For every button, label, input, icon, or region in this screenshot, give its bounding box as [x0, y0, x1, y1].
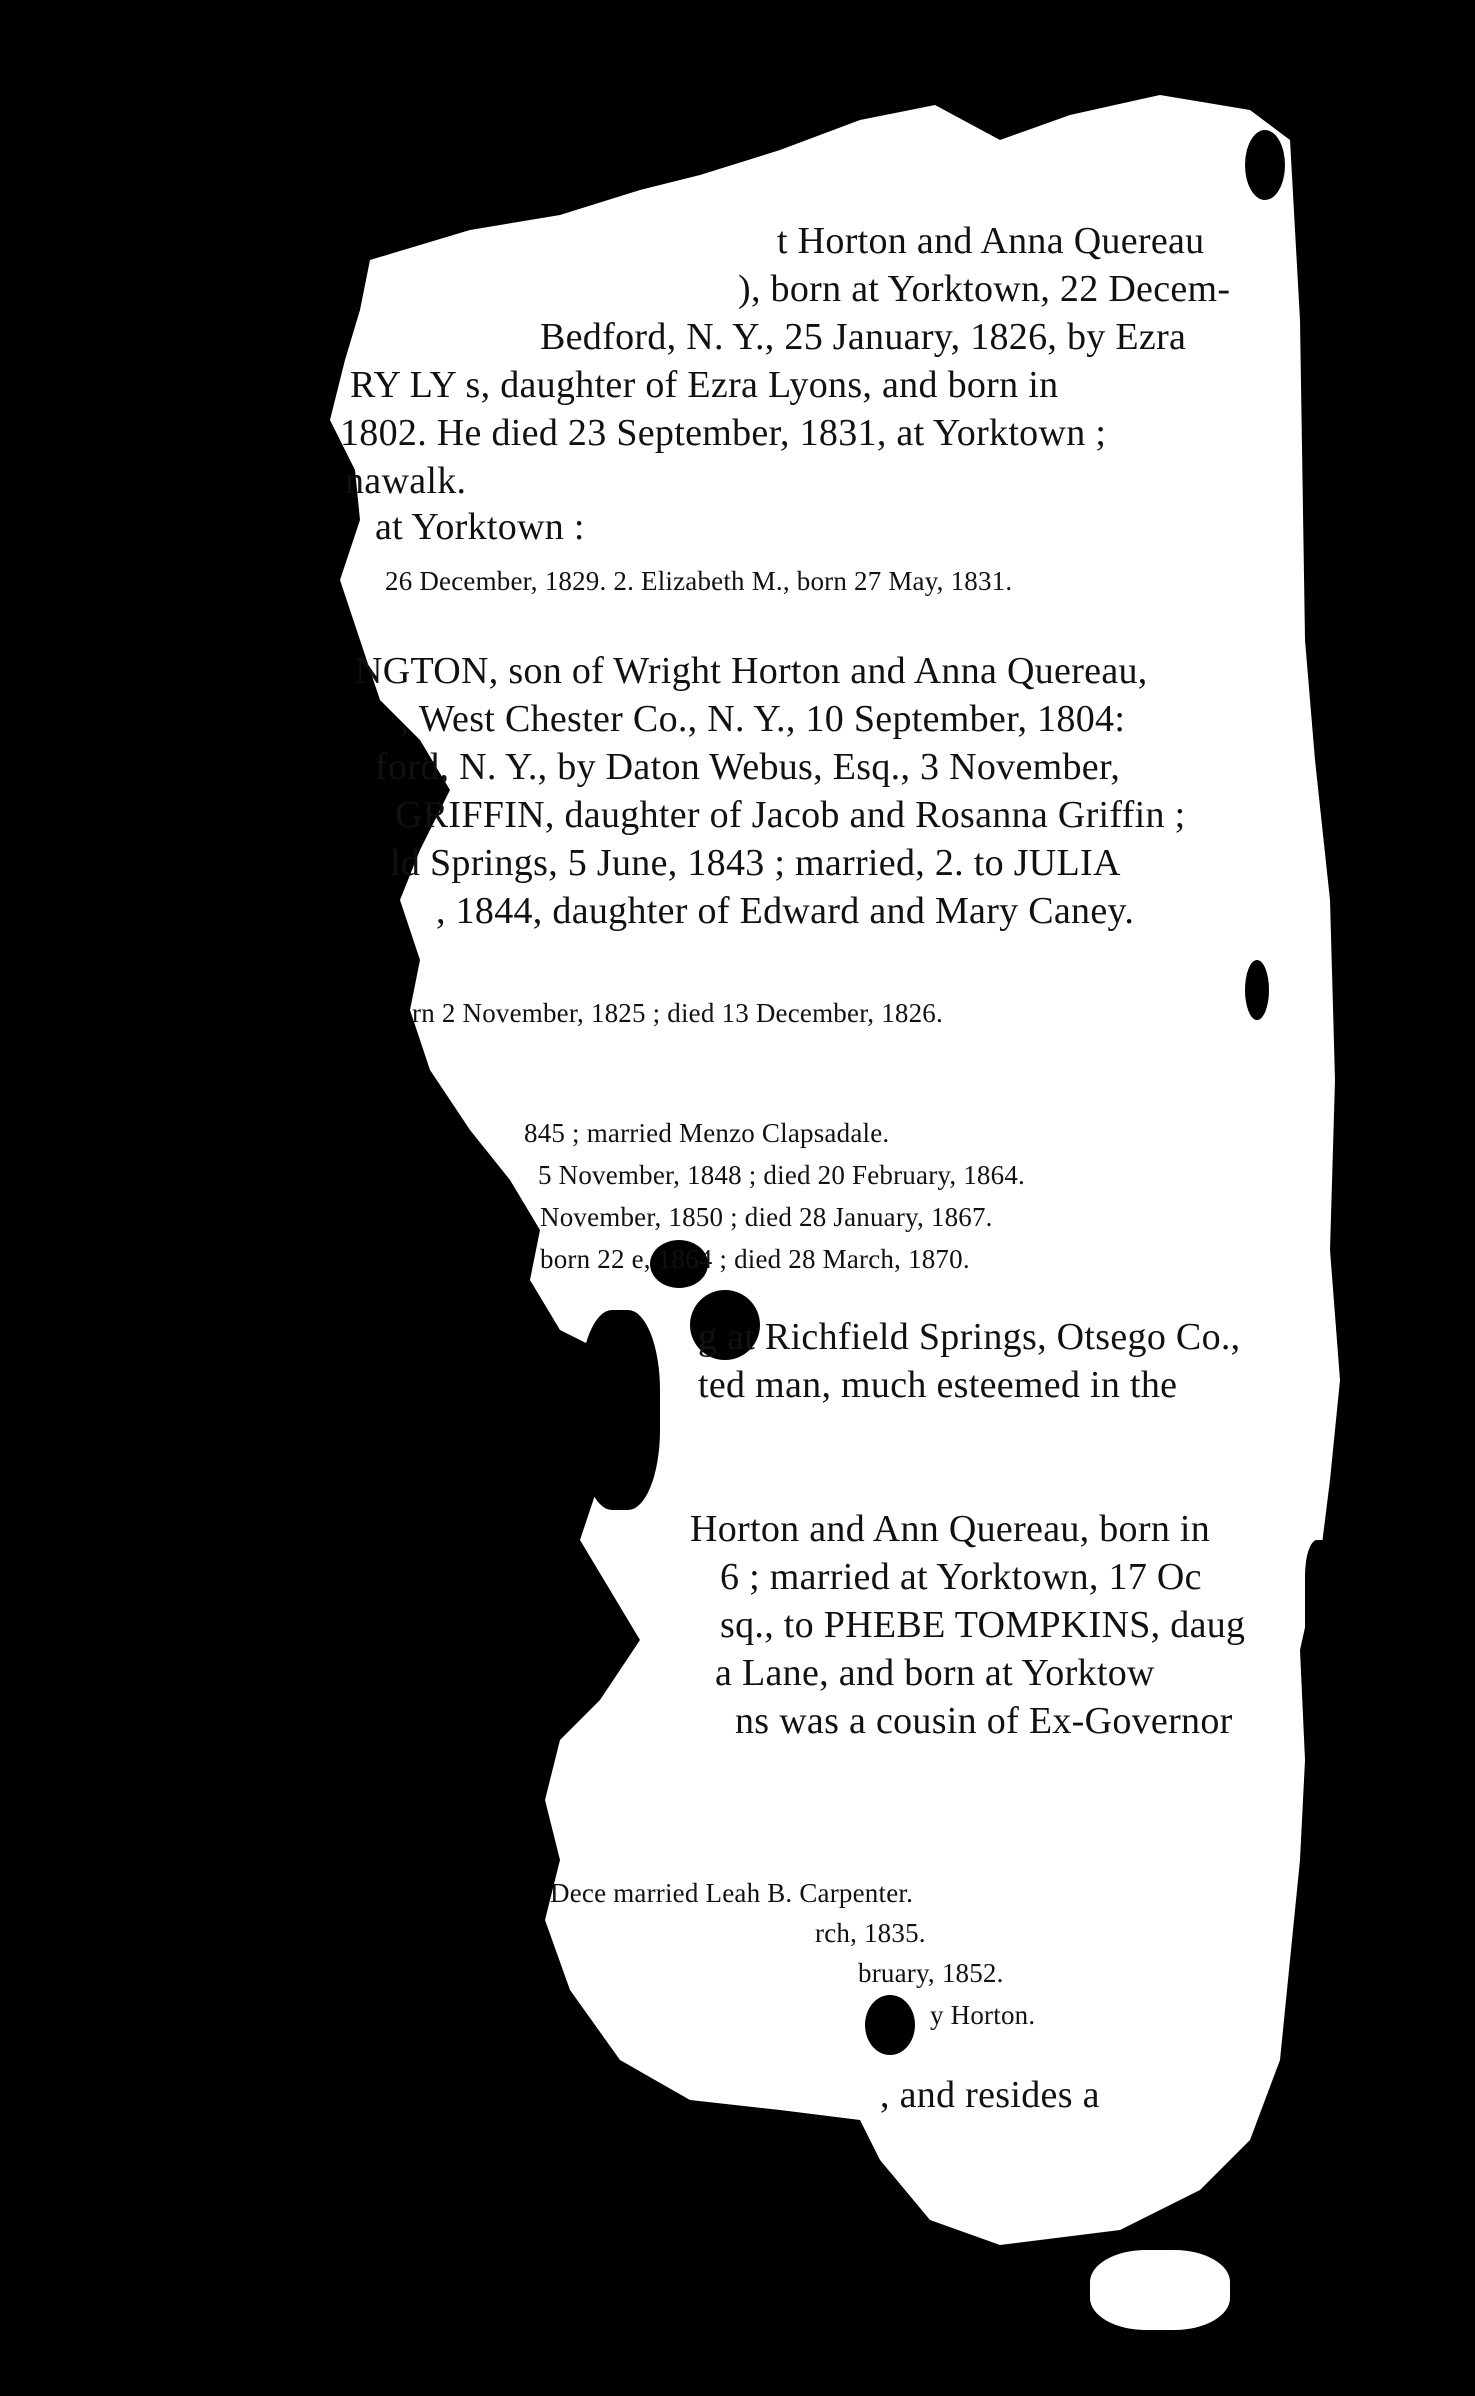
text-line: , 1844, daughter of Edward and Mary Caney. — [436, 890, 1135, 932]
text-line: born 22 e, 1864 ; died 28 March, 1870. — [540, 1244, 970, 1274]
text-line: ), born at Yorktown, 22 Decem- — [738, 268, 1231, 310]
text-line: Bedford, N. Y., 25 January, 1826, by Ezra — [540, 316, 1187, 358]
stain-top-right — [1245, 130, 1285, 200]
text-line: Dece married Leah B. Carpenter. — [550, 1878, 914, 1908]
text-line: ford, N. Y., by Daton Webus, Esq., 3 November, — [375, 746, 1121, 788]
text-line: at Yorktown : — [375, 506, 585, 548]
text-line: sq., to PHEBE TOMPKINS, daug — [720, 1604, 1246, 1646]
text-line: rn 2 November, 1825 ; died 13 December, 1826. — [412, 998, 943, 1028]
text-line: RY LY s, daughter of Ezra Lyons, and born in — [350, 364, 1059, 406]
text-line: GRIFFIN, daughter of Jacob and Rosanna Griffin ; — [395, 794, 1186, 836]
text-line: y Horton. — [930, 2000, 1036, 2030]
text-line: 26 December, 1829. 2. Elizabeth M., born 27 May, 1831. — [385, 566, 1013, 596]
stain-bottom-right — [1090, 2250, 1230, 2330]
text-line: 1802. He died 23 September, 1831, at Yorktown ; — [340, 412, 1107, 454]
text-line: NGTON, son of Wright Horton and Anna Quereau, — [355, 650, 1148, 692]
text-line: t Horton and Anna Quereau — [777, 220, 1205, 262]
text-line: ted man, much esteemed in the — [698, 1364, 1178, 1406]
text-line: a Lane, and born at Yorktow — [715, 1652, 1155, 1694]
text-line: Horton and Ann Quereau, born in — [690, 1508, 1211, 1550]
text-line: , West Chester Co., N. Y., 10 September, 1804: — [400, 698, 1126, 740]
text-line: bruary, 1852. — [858, 1958, 1004, 1988]
stain-text-2 — [865, 1995, 915, 2055]
text-line: , and resides a — [880, 2074, 1100, 2116]
stain-mid-right — [1245, 960, 1269, 1020]
text-line: rch, 1835. — [815, 1918, 926, 1948]
stain-lower-mid — [580, 1310, 660, 1510]
text-line: November, 1850 ; died 28 January, 1867. — [540, 1202, 993, 1232]
text-line: 6 ; married at Yorktown, 17 Oc — [720, 1556, 1202, 1598]
text-line: ld Springs, 5 June, 1843 ; married, 2. to JULIA — [390, 842, 1121, 884]
stain-right-edge — [1305, 1540, 1345, 1660]
text-line: nawalk. — [345, 460, 467, 502]
text-line: ns was a cousin of Ex-Governor — [735, 1700, 1233, 1742]
text-line: g at Richfield Springs, Otsego Co., — [698, 1316, 1241, 1358]
text-line: 5 November, 1848 ; died 20 February, 1864. — [538, 1160, 1025, 1190]
text-line: 845 ; married Menzo Clapsadale. — [524, 1118, 890, 1148]
